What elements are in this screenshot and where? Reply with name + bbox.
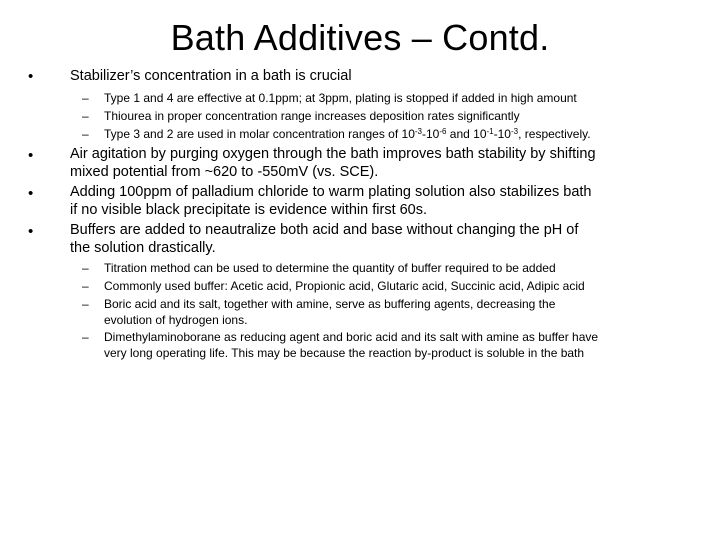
dash-icon: –: [82, 261, 89, 275]
point-line: the solution drastically.: [70, 239, 216, 256]
subpoint-boric-acid: [104, 296, 700, 328]
dash-icon: –: [82, 279, 89, 293]
point-air-agitation: [70, 146, 706, 181]
dash-icon: –: [82, 109, 89, 123]
subpoint-line: Boric acid and its salt, together with amine, serve as buffering agents, decreasing the: [104, 297, 556, 311]
dash-icon: –: [82, 91, 89, 105]
exponent: -1: [486, 127, 494, 136]
bullet-icon: •: [28, 185, 34, 202]
bullet-icon: •: [28, 147, 34, 164]
subpoint-type-1-4: Type 1 and 4 are effective at 0.1ppm; at 3ppm, plating is stopped if added in high amount: [104, 91, 577, 105]
subpoint-titration: Titration method can be used to determine the quantity of buffer required to be added: [104, 261, 556, 275]
point-stabilizer-concentration: Stabilizer’s concentration in a bath is crucial: [70, 68, 352, 84]
point-line: if no visible black precipitate is evidence within first 60s.: [70, 201, 428, 218]
point-line: Adding 100ppm of palladium chloride to warm plating solution also stabilizes bath: [70, 184, 592, 200]
bullet-icon: •: [28, 223, 34, 240]
subpoint-line: evolution of hydrogen ions.: [104, 313, 248, 327]
concentration-text: Type 3 and 2 are used in molar concentration ranges of 10: [104, 127, 415, 141]
exponent: -3: [510, 127, 519, 136]
point-line: Air agitation by purging oxygen through the bath improves bath stability by shifting: [70, 146, 596, 162]
subpoint-line: very long operating life. This may be because the reaction by-product is soluble in the bath: [104, 346, 585, 360]
bullet-icon: •: [28, 68, 34, 85]
point-buffers: [70, 222, 706, 257]
point-line: mixed potential from ~620 to -550mV (vs. SCE).: [70, 163, 379, 180]
subpoint-dimethylaminoborane: [104, 329, 700, 361]
exponent: -3: [414, 127, 422, 136]
dash-icon: –: [82, 330, 89, 344]
concentration-text: -10: [422, 127, 440, 141]
concentration-text: , respectively.: [518, 127, 591, 141]
dash-icon: –: [82, 127, 89, 141]
exponent: -6: [439, 127, 447, 136]
concentration-text: -10: [493, 127, 511, 141]
point-palladium-chloride: [70, 184, 706, 219]
subpoint-line: Dimethylaminoborane as reducing agent and boric acid and its salt with amine as buffer have: [104, 330, 599, 344]
slide-title: Bath Additives – Contd.: [170, 17, 550, 58]
point-line: Buffers are added to neautralize both acid and base without changing the pH of: [70, 222, 579, 238]
dash-icon: –: [82, 297, 89, 311]
subpoint-common-buffers: Commonly used buffer: Acetic acid, Propionic acid, Glutaric acid, Succinic acid, Adipic acid: [104, 279, 585, 293]
concentration-text: and 10: [446, 127, 487, 141]
subpoint-thiourea: Thiourea in proper concentration range increases deposition rates significantly: [104, 109, 520, 123]
subpoint-type-3-2: [104, 126, 700, 142]
